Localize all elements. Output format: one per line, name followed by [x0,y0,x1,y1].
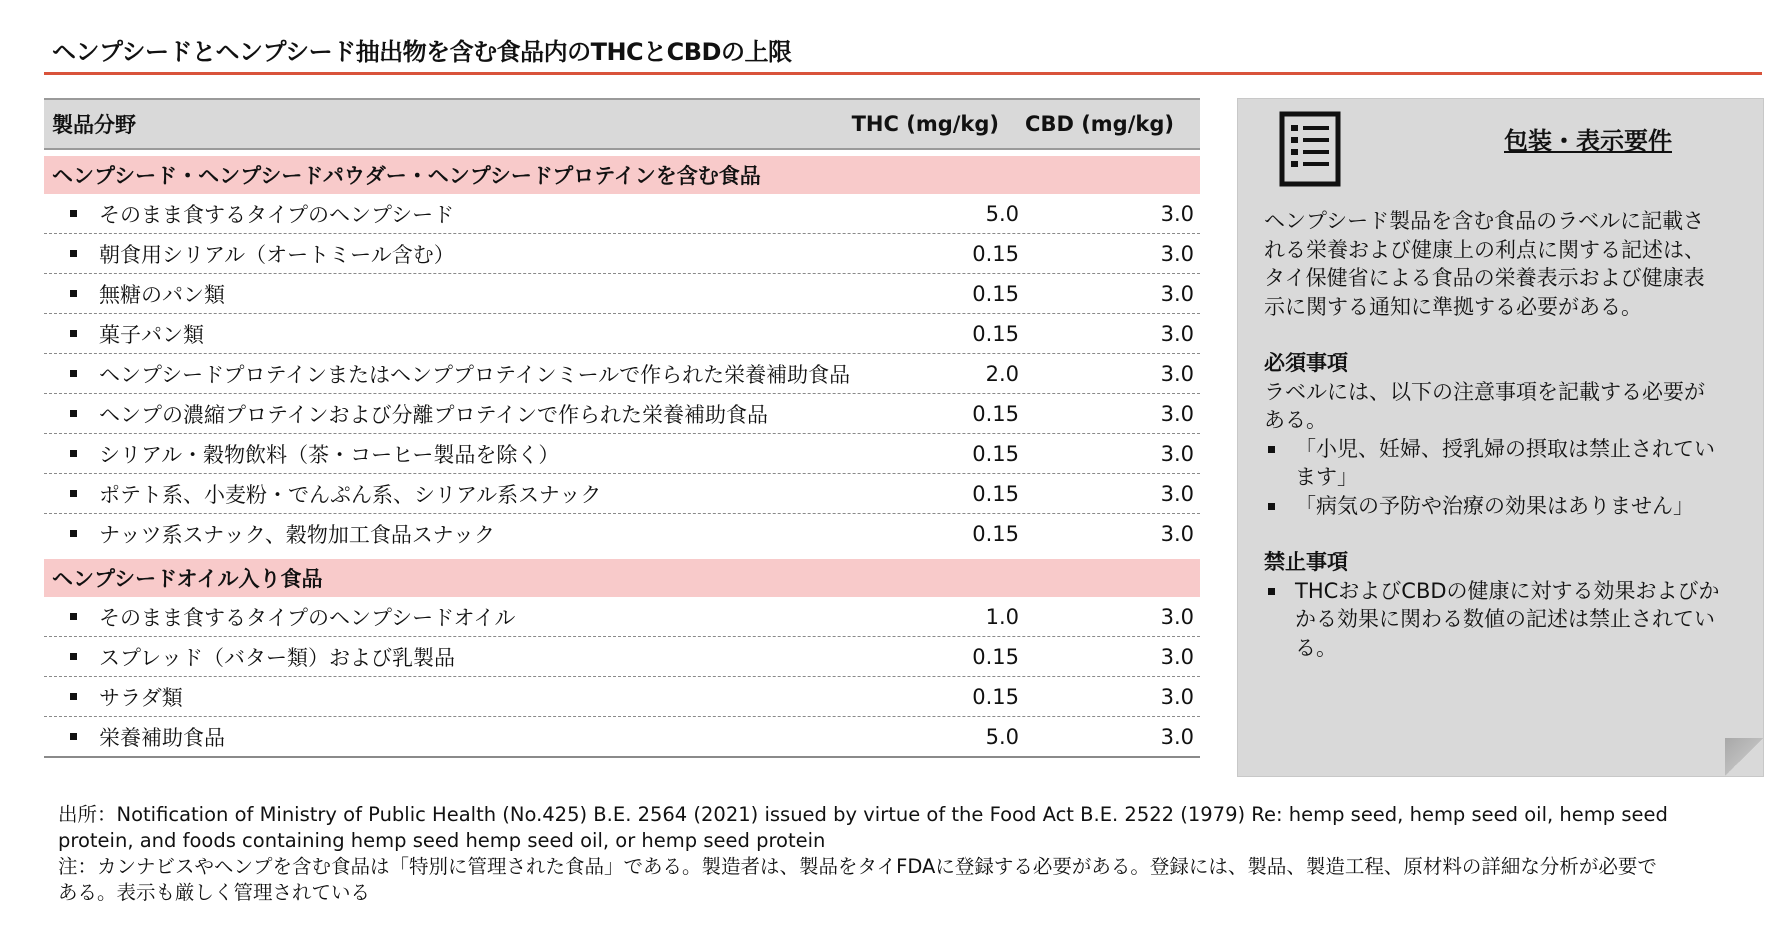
bullet-icon [70,250,77,257]
source-note: 出所：Notification of Ministry of Public Health (No.425) B.E. 2564 (2021) issued by virtue of the Food Act B.E. 2522 (1979) Re: hemp seed, hemp seed oil, hemp seed [58,803,1668,826]
cbd-value: 3.0 [1160,644,1194,669]
table-body [44,156,1200,758]
bullet-icon [70,490,77,497]
title-divider [44,72,1762,75]
product-name: ヘンプシードプロテインまたはヘンププロテインミールで作られた栄養補助食品 [99,362,851,387]
product-name: スプレッド（バター類）および乳製品 [99,645,455,670]
table-row [44,314,1200,354]
thc-value: 0.15 [972,684,1019,709]
source-note: protein, and foods containing hemp seed hemp seed oil, or hemp seed protein [58,829,826,852]
prohibited-heading: 禁止事項 [1264,550,1348,574]
bullet-icon [70,613,77,620]
cbd-value: 3.0 [1160,724,1194,749]
bullet-icon [1268,588,1275,595]
table-row [44,514,1200,553]
thc-value: 2.0 [985,361,1019,386]
table-row [44,234,1200,274]
bullet-icon [1268,503,1275,510]
page-title: ヘンプシードとヘンプシード抽出物を含む食品内のTHCとCBDの上限 [52,38,792,66]
product-name: そのまま食するタイプのヘンプシード [99,202,455,227]
table-row [44,637,1200,677]
thc-value: 0.15 [972,441,1019,466]
thc-value: 0.15 [972,481,1019,506]
cbd-value: 3.0 [1160,604,1194,629]
header-thc: THC (mg/kg) [851,112,999,136]
bullet-icon [70,450,77,457]
required-item [1264,492,1754,521]
document-list-icon [1278,111,1348,191]
cbd-value: 3.0 [1160,401,1194,426]
table-row [44,394,1200,434]
product-name: 菓子パン類 [99,322,204,347]
thc-value: 0.15 [972,281,1019,306]
header-cbd: CBD (mg/kg) [1025,112,1174,136]
table-header [44,98,1200,150]
required-heading: 必須事項 [1264,351,1348,375]
required-text: ある。 [1264,408,1327,432]
cbd-value: 3.0 [1160,201,1194,226]
product-name: 無糖のパン類 [99,282,225,307]
product-name: サラダ類 [99,685,183,710]
thc-value: 5.0 [985,724,1019,749]
cbd-value: 3.0 [1160,481,1194,506]
thc-value: 0.15 [972,644,1019,669]
header-category: 製品分野 [52,113,136,137]
bullet-icon [70,733,77,740]
table-row [44,434,1200,474]
bullet-icon [70,210,77,217]
section-header: ヘンプシード・ヘンプシードパウダー・ヘンプシードプロテインを含む食品 [44,156,1200,194]
cbd-value: 3.0 [1160,441,1194,466]
table-row [44,717,1200,758]
thc-value: 0.15 [972,321,1019,346]
prohibited-item-text: る。 [1295,635,1337,660]
bullet-icon [70,693,77,700]
table-row [44,194,1200,234]
bullet-icon [70,290,77,297]
bullet-icon [70,410,77,417]
bullet-icon [70,370,77,377]
limits-table [44,98,1200,758]
footnotes [58,802,1718,906]
intro-line: タイ保健省による食品の栄養表示および健康表 [1264,266,1705,290]
remark-note: 注：カンナビスやヘンプを含む食品は「特別に管理された食品」である。製造者は、製品をタイFDAに登録する必要がある。登録には、製品、製造工程、原材料の詳細な分析が必要で [58,855,1657,878]
table-row [44,677,1200,717]
thc-value: 0.15 [972,521,1019,546]
product-name: 朝食用シリアル（オートミール含む） [99,242,455,267]
table-row [44,354,1200,394]
cbd-value: 3.0 [1160,361,1194,386]
required-item-text: 「小児、妊婦、授乳婦の摂取は禁止されてい [1295,436,1715,461]
prohibited-item-text: かる効果に関わる数値の記述は禁止されてい [1295,607,1715,631]
thc-value: 1.0 [985,604,1019,629]
intro-line: れる栄養および健康上の利点に関する記述は、 [1264,237,1705,262]
section-header: ヘンプシードオイル入り食品 [44,559,1200,597]
remark-note: ある。表示も厳しく管理されている [58,881,371,904]
bullet-icon [70,330,77,337]
cbd-value: 3.0 [1160,321,1194,346]
required-text: ラベルには、以下の注意事項を記載する必要が [1264,379,1705,404]
required-item-text: ます」 [1295,465,1358,489]
intro-line: 示に関する通知に準拠する必要がある。 [1264,294,1642,319]
bullet-icon [70,653,77,660]
table-row [44,274,1200,314]
product-name: ポテト系、小麦粉・でんぷん系、シリアル系スナック [99,482,602,507]
table-row [44,597,1200,637]
cbd-value: 3.0 [1160,684,1194,709]
bullet-icon [70,530,77,537]
required-item-text: 「病気の予防や治療の効果はありません」 [1295,493,1694,518]
product-name: ナッツ系スナック、穀物加工食品スナック [99,522,496,547]
cbd-value: 3.0 [1160,241,1194,266]
intro-line: ヘンプシード製品を含む食品のラベルに記載さ [1264,209,1705,233]
product-name: 栄養補助食品 [99,725,225,750]
panel-title: 包装・表示要件 [1504,127,1672,155]
prohibited-item [1264,577,1754,663]
cbd-value: 3.0 [1160,281,1194,306]
bullet-icon [1268,446,1275,453]
prohibited-item-text: THCおよびCBDの健康に対する効果およびか [1295,578,1720,603]
thc-value: 5.0 [985,201,1019,226]
cbd-value: 3.0 [1160,521,1194,546]
product-name: そのまま食するタイプのヘンプシードオイル [99,605,516,630]
labeling-requirements-panel [1237,98,1764,777]
product-name: ヘンプの濃縮プロテインおよび分離プロテインで作られた栄養補助食品 [99,402,769,427]
panel-body [1264,207,1754,662]
thc-value: 0.15 [972,401,1019,426]
required-item [1264,435,1754,492]
page-curl-decoration [1725,738,1763,776]
table-row [44,474,1200,514]
product-name: シリアル・穀物飲料（茶・コーヒー製品を除く） [99,442,560,467]
thc-value: 0.15 [972,241,1019,266]
